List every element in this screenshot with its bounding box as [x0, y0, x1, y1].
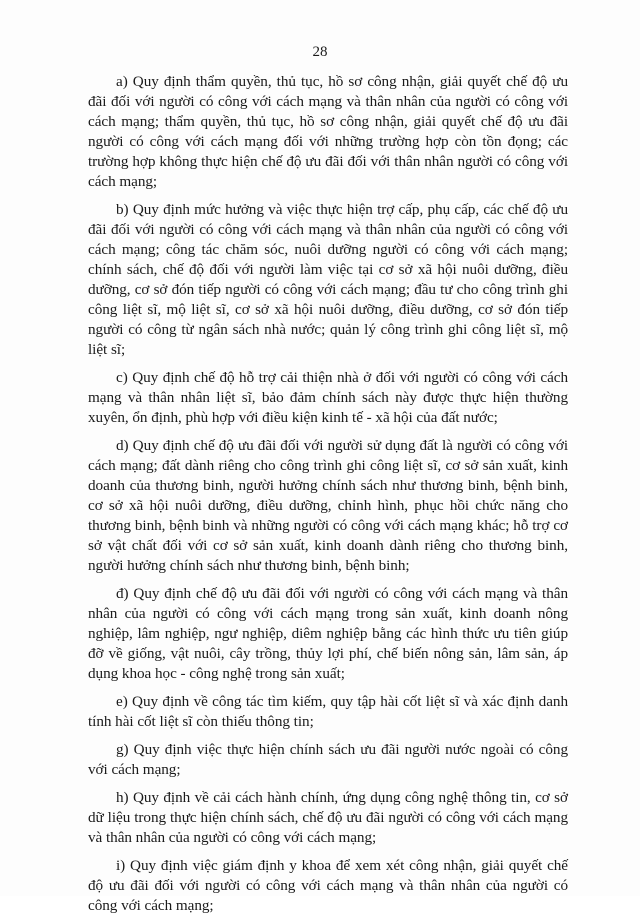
paragraph-b: b) Quy định mức hưởng và việc thực hiện trợ cấp, phụ cấp, các chế độ ưu đãi đối với người có công với cách mạng và thân nhân của người có công với cách mạng; công tác chăm sóc, nuôi dưỡng người có công với cách mạng; chính sách, chế độ đối với người làm việc tại cơ sở xã hội nuôi dưỡng, điều dưỡng, cơ sở đón tiếp người có công với cách mạng; đầu tư cho công trình ghi công liệt sĩ, mộ liệt sĩ, cơ sở xã hội nuôi dưỡng, điều dưỡng, cơ sở đón tiếp người có công từ ngân sách nhà nước; quản lý công trình ghi công liệt sĩ, mộ liệt sĩ; [88, 201, 568, 358]
paragraph-c: c) Quy định chế độ hỗ trợ cải thiện nhà ở đối với người có công với cách mạng và thân nhân liệt sĩ, bảo đảm chính sách này được thực hiện thường xuyên, ổn định, phù hợp với điều kiện kinh tế - xã hội của đất nước; [88, 369, 568, 426]
paragraph-i: i) Quy định việc giám định y khoa để xem xét công nhận, giải quyết chế độ ưu đãi đối với người có công với cách mạng và thân nhân của người có công với cách mạng; [88, 857, 568, 914]
paragraph-a: a) Quy định thẩm quyền, thủ tục, hồ sơ công nhận, giải quyết chế độ ưu đãi đối với người có công với cách mạng và thân nhân của người có công với cách mạng; thẩm quyền, thủ tục, hồ sơ công nhận, giải quyết chế độ ưu đãi người có công với cách mạng đối với những trường hợp còn tồn đọng; các trường hợp không thực hiện chế độ ưu đãi đối với thân nhân người có công với cách mạng; [88, 73, 568, 190]
paragraph-g: g) Quy định việc thực hiện chính sách ưu đãi người nước ngoài có công với cách mạng; [88, 741, 568, 778]
paragraph-e: e) Quy định về công tác tìm kiếm, quy tập hài cốt liệt sĩ và xác định danh tính hài cốt liệt sĩ còn thiếu thông tin; [88, 693, 568, 730]
page-number: 28 [312, 44, 328, 60]
paragraph-d: d) Quy định chế độ ưu đãi đối với người sử dụng đất là người có công với cách mạng; đất dành riêng cho công trình ghi công liệt sĩ, cơ sở sản xuất, kinh doanh của thương binh, người hưởng chính sách như thương binh, bệnh binh, cơ sở xã hội nuôi dưỡng, điều dưỡng, chỉnh hình, phục hồi chức năng cho thương binh, bệnh binh và những người có công với cách mạng khác; hỗ trợ cơ sở vật chất đối với cơ sở sản xuất, kinh doanh dành riêng cho thương binh, người hưởng chính sách như thương binh, bệnh binh; [88, 437, 568, 574]
paragraph-dd: đ) Quy định chế độ ưu đãi đối với người có công với cách mạng và thân nhân của người có công với cách mạng trong sản xuất, kinh doanh nông nghiệp, lâm nghiệp, ngư nghiệp, diêm nghiệp bằng các hình thức ưu tiên giúp đỡ về giống, vật nuôi, cây trồng, thủy lợi phí, chế biến nông sản, lâm sản, áp dụng khoa học - công nghệ trong sản xuất; [88, 585, 568, 682]
document-body [88, 72, 568, 924]
paragraph-h: h) Quy định về cải cách hành chính, ứng dụng công nghệ thông tin, cơ sở dữ liệu trong thực hiện chính sách, chế độ ưu đãi người có công với cách mạng và thân nhân của người có công với cách mạng; [88, 789, 568, 846]
